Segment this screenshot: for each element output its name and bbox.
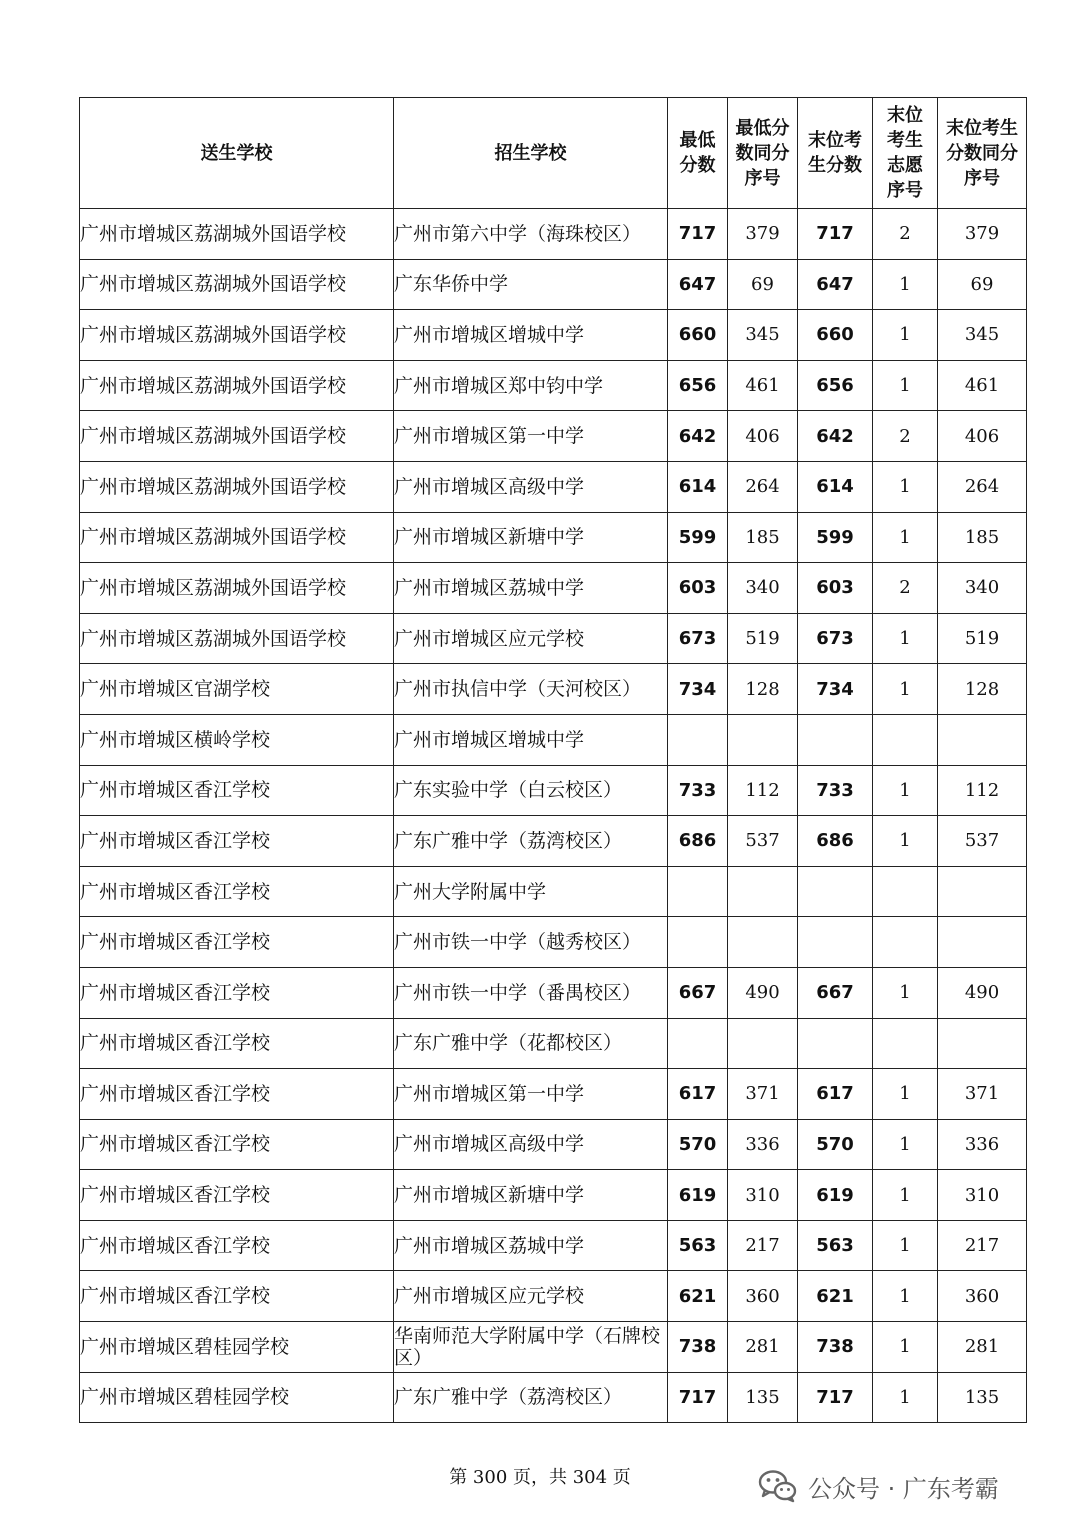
cell-last-score-rank: 336 xyxy=(938,1119,1027,1170)
cell-last-preference: 1 xyxy=(873,1372,938,1423)
cell-min-score-rank: 264 xyxy=(728,461,798,512)
cell-sender-school: 广州市增城区香江学校 xyxy=(80,866,394,917)
table-row xyxy=(80,512,1027,563)
cell-min-score: 660 xyxy=(668,310,728,361)
cell-last-score: 619 xyxy=(798,1170,873,1221)
cell-last-score-rank: 281 xyxy=(938,1322,1027,1373)
cell-min-score: 647 xyxy=(668,259,728,310)
cell-min-score-rank: 135 xyxy=(728,1372,798,1423)
cell-last-preference: 1 xyxy=(873,1220,938,1271)
cell-last-preference: 1 xyxy=(873,461,938,512)
cell-min-score: 570 xyxy=(668,1119,728,1170)
cell-last-score: 614 xyxy=(798,461,873,512)
watermark xyxy=(758,1466,999,1506)
cell-last-preference: 1 xyxy=(873,1069,938,1120)
header-min-score: 最低分数 xyxy=(668,98,728,209)
cell-last-preference xyxy=(873,917,938,968)
cell-last-score: 686 xyxy=(798,816,873,867)
table-row xyxy=(80,209,1027,260)
cell-min-score: 738 xyxy=(668,1322,728,1373)
cell-last-score-rank: 340 xyxy=(938,563,1027,614)
cell-last-preference: 2 xyxy=(873,563,938,614)
cell-last-score xyxy=(798,714,873,765)
table-row xyxy=(80,1119,1027,1170)
cell-last-preference: 1 xyxy=(873,1170,938,1221)
table-row xyxy=(80,1220,1027,1271)
cell-recruit-school: 广州市增城区新塘中学 xyxy=(394,1170,668,1221)
cell-sender-school: 广州市增城区荔湖城外国语学校 xyxy=(80,259,394,310)
cell-min-score: 621 xyxy=(668,1271,728,1322)
cell-sender-school: 广州市增城区香江学校 xyxy=(80,816,394,867)
table-row xyxy=(80,563,1027,614)
cell-sender-school: 广州市增城区横岭学校 xyxy=(80,714,394,765)
cell-last-preference: 1 xyxy=(873,360,938,411)
cell-last-score-rank: 371 xyxy=(938,1069,1027,1120)
cell-min-score-rank xyxy=(728,917,798,968)
cell-min-score-rank: 185 xyxy=(728,512,798,563)
cell-min-score: 686 xyxy=(668,816,728,867)
cell-recruit-school: 广州市第六中学（海珠校区） xyxy=(394,209,668,260)
cell-min-score-rank: 281 xyxy=(728,1322,798,1373)
header-last-preference: 末位考生志愿序号 xyxy=(873,98,938,209)
cell-min-score: 667 xyxy=(668,967,728,1018)
cell-last-score: 599 xyxy=(798,512,873,563)
cell-last-score-rank: 69 xyxy=(938,259,1027,310)
cell-min-score-rank: 336 xyxy=(728,1119,798,1170)
cell-sender-school: 广州市增城区香江学校 xyxy=(80,1018,394,1069)
cell-recruit-school: 华南师范大学附属中学（石牌校区） xyxy=(394,1322,668,1373)
cell-recruit-school: 广州市增城区高级中学 xyxy=(394,461,668,512)
cell-last-score-rank xyxy=(938,917,1027,968)
cell-sender-school: 广州市增城区香江学校 xyxy=(80,1170,394,1221)
cell-sender-school: 广州市增城区碧桂园学校 xyxy=(80,1322,394,1373)
cell-last-preference: 1 xyxy=(873,765,938,816)
watermark-text: 公众号 · 广东考霸 xyxy=(808,1474,999,1503)
cell-sender-school: 广州市增城区香江学校 xyxy=(80,1271,394,1322)
cell-last-score: 647 xyxy=(798,259,873,310)
cell-recruit-school: 广州市增城区郑中钧中学 xyxy=(394,360,668,411)
cell-last-score-rank: 519 xyxy=(938,613,1027,664)
cell-last-score: 717 xyxy=(798,209,873,260)
header-recruit-school: 招生学校 xyxy=(394,98,668,209)
cell-last-preference: 1 xyxy=(873,512,938,563)
cell-last-preference: 1 xyxy=(873,613,938,664)
cell-last-preference: 1 xyxy=(873,967,938,1018)
cell-last-score: 656 xyxy=(798,360,873,411)
cell-last-score-rank: 490 xyxy=(938,967,1027,1018)
cell-min-score: 733 xyxy=(668,765,728,816)
table-row xyxy=(80,1322,1027,1373)
table-header-row xyxy=(80,98,1027,209)
admission-score-table xyxy=(79,97,1027,1423)
cell-recruit-school: 广州市增城区应元学校 xyxy=(394,1271,668,1322)
cell-sender-school: 广州市增城区碧桂园学校 xyxy=(80,1372,394,1423)
header-last-score-rank: 末位考生分数同分序号 xyxy=(938,98,1027,209)
cell-last-score: 603 xyxy=(798,563,873,614)
cell-sender-school: 广州市增城区香江学校 xyxy=(80,1220,394,1271)
cell-last-score-rank: 135 xyxy=(938,1372,1027,1423)
cell-last-preference: 1 xyxy=(873,310,938,361)
cell-sender-school: 广州市增城区荔湖城外国语学校 xyxy=(80,613,394,664)
table-row xyxy=(80,1170,1027,1221)
cell-recruit-school: 广州市增城区第一中学 xyxy=(394,411,668,462)
cell-min-score-rank: 128 xyxy=(728,664,798,715)
table-row xyxy=(80,866,1027,917)
table-row xyxy=(80,1018,1027,1069)
table-row xyxy=(80,765,1027,816)
table-row xyxy=(80,816,1027,867)
cell-last-preference xyxy=(873,714,938,765)
cell-sender-school: 广州市增城区荔湖城外国语学校 xyxy=(80,310,394,361)
cell-last-score: 563 xyxy=(798,1220,873,1271)
cell-sender-school: 广州市增城区香江学校 xyxy=(80,967,394,1018)
cell-last-score xyxy=(798,917,873,968)
cell-recruit-school: 广州市增城区增城中学 xyxy=(394,310,668,361)
cell-recruit-school: 广州市增城区新塘中学 xyxy=(394,512,668,563)
wechat-icon xyxy=(758,1469,798,1503)
cell-recruit-school: 广东华侨中学 xyxy=(394,259,668,310)
table-row xyxy=(80,1271,1027,1322)
cell-recruit-school: 广州市铁一中学（番禺校区） xyxy=(394,967,668,1018)
cell-last-score-rank: 461 xyxy=(938,360,1027,411)
cell-sender-school: 广州市增城区香江学校 xyxy=(80,765,394,816)
cell-last-score-rank: 537 xyxy=(938,816,1027,867)
table-row xyxy=(80,259,1027,310)
cell-sender-school: 广州市增城区香江学校 xyxy=(80,1069,394,1120)
cell-recruit-school: 广东实验中学（白云校区） xyxy=(394,765,668,816)
table-row xyxy=(80,1069,1027,1120)
cell-last-score-rank: 264 xyxy=(938,461,1027,512)
cell-last-preference: 1 xyxy=(873,1271,938,1322)
cell-recruit-school: 广东广雅中学（花都校区） xyxy=(394,1018,668,1069)
cell-recruit-school: 广州市增城区高级中学 xyxy=(394,1119,668,1170)
table-row xyxy=(80,310,1027,361)
cell-last-score: 667 xyxy=(798,967,873,1018)
cell-min-score-rank: 310 xyxy=(728,1170,798,1221)
cell-last-score-rank: 128 xyxy=(938,664,1027,715)
cell-last-score-rank: 310 xyxy=(938,1170,1027,1221)
cell-min-score: 619 xyxy=(668,1170,728,1221)
cell-last-score-rank: 112 xyxy=(938,765,1027,816)
cell-sender-school: 广州市增城区香江学校 xyxy=(80,1119,394,1170)
cell-min-score xyxy=(668,714,728,765)
cell-min-score-rank: 69 xyxy=(728,259,798,310)
header-last-score: 末位考生分数 xyxy=(798,98,873,209)
cell-last-score-rank xyxy=(938,1018,1027,1069)
cell-recruit-school: 广东广雅中学（荔湾校区） xyxy=(394,816,668,867)
cell-min-score: 599 xyxy=(668,512,728,563)
cell-recruit-school: 广州市增城区荔城中学 xyxy=(394,1220,668,1271)
cell-last-score-rank: 406 xyxy=(938,411,1027,462)
cell-min-score: 717 xyxy=(668,1372,728,1423)
cell-min-score-rank xyxy=(728,866,798,917)
cell-min-score-rank: 537 xyxy=(728,816,798,867)
cell-recruit-school: 广州市增城区应元学校 xyxy=(394,613,668,664)
table-row xyxy=(80,1372,1027,1423)
cell-recruit-school: 广东广雅中学（荔湾校区） xyxy=(394,1372,668,1423)
cell-last-score: 642 xyxy=(798,411,873,462)
header-sender-school: 送生学校 xyxy=(80,98,394,209)
cell-min-score: 717 xyxy=(668,209,728,260)
cell-min-score-rank: 406 xyxy=(728,411,798,462)
cell-last-score: 734 xyxy=(798,664,873,715)
cell-last-preference: 1 xyxy=(873,1322,938,1373)
cell-last-preference xyxy=(873,866,938,917)
cell-min-score: 642 xyxy=(668,411,728,462)
cell-min-score xyxy=(668,1018,728,1069)
cell-sender-school: 广州市增城区香江学校 xyxy=(80,917,394,968)
cell-last-preference: 1 xyxy=(873,816,938,867)
cell-last-score: 570 xyxy=(798,1119,873,1170)
cell-last-preference: 1 xyxy=(873,1119,938,1170)
cell-sender-school: 广州市增城区荔湖城外国语学校 xyxy=(80,461,394,512)
cell-min-score xyxy=(668,917,728,968)
cell-min-score-rank: 371 xyxy=(728,1069,798,1120)
cell-last-score-rank: 379 xyxy=(938,209,1027,260)
cell-sender-school: 广州市增城区荔湖城外国语学校 xyxy=(80,512,394,563)
cell-last-score: 660 xyxy=(798,310,873,361)
cell-recruit-school: 广州市铁一中学（越秀校区） xyxy=(394,917,668,968)
cell-last-score: 673 xyxy=(798,613,873,664)
header-min-score-rank: 最低分数同分序号 xyxy=(728,98,798,209)
cell-min-score: 617 xyxy=(668,1069,728,1120)
cell-sender-school: 广州市增城区荔湖城外国语学校 xyxy=(80,411,394,462)
table-row xyxy=(80,714,1027,765)
cell-sender-school: 广州市增城区荔湖城外国语学校 xyxy=(80,563,394,614)
table-row xyxy=(80,967,1027,1018)
cell-recruit-school: 广州市增城区荔城中学 xyxy=(394,563,668,614)
cell-min-score-rank: 490 xyxy=(728,967,798,1018)
cell-last-preference xyxy=(873,1018,938,1069)
cell-min-score: 656 xyxy=(668,360,728,411)
cell-recruit-school: 广州大学附属中学 xyxy=(394,866,668,917)
cell-last-score: 621 xyxy=(798,1271,873,1322)
cell-last-score-rank xyxy=(938,714,1027,765)
cell-last-score: 738 xyxy=(798,1322,873,1373)
cell-last-score: 717 xyxy=(798,1372,873,1423)
cell-min-score: 614 xyxy=(668,461,728,512)
cell-last-preference: 2 xyxy=(873,411,938,462)
cell-min-score-rank: 345 xyxy=(728,310,798,361)
table-row xyxy=(80,613,1027,664)
cell-last-score-rank xyxy=(938,866,1027,917)
cell-min-score-rank: 112 xyxy=(728,765,798,816)
cell-min-score-rank: 379 xyxy=(728,209,798,260)
cell-last-score-rank: 360 xyxy=(938,1271,1027,1322)
cell-min-score: 563 xyxy=(668,1220,728,1271)
cell-min-score-rank: 519 xyxy=(728,613,798,664)
cell-last-score xyxy=(798,1018,873,1069)
cell-min-score-rank: 340 xyxy=(728,563,798,614)
cell-min-score: 603 xyxy=(668,563,728,614)
cell-min-score-rank: 360 xyxy=(728,1271,798,1322)
cell-last-preference: 2 xyxy=(873,209,938,260)
table-row xyxy=(80,360,1027,411)
cell-last-score-rank: 185 xyxy=(938,512,1027,563)
cell-min-score-rank: 217 xyxy=(728,1220,798,1271)
cell-sender-school: 广州市增城区荔湖城外国语学校 xyxy=(80,360,394,411)
cell-recruit-school: 广州市增城区增城中学 xyxy=(394,714,668,765)
cell-last-score: 617 xyxy=(798,1069,873,1120)
cell-min-score: 673 xyxy=(668,613,728,664)
cell-last-preference: 1 xyxy=(873,664,938,715)
cell-min-score: 734 xyxy=(668,664,728,715)
table-row xyxy=(80,411,1027,462)
table-body xyxy=(80,209,1027,1423)
cell-recruit-school: 广州市执信中学（天河校区） xyxy=(394,664,668,715)
cell-min-score-rank xyxy=(728,1018,798,1069)
table-row xyxy=(80,664,1027,715)
cell-min-score-rank xyxy=(728,714,798,765)
cell-last-score xyxy=(798,866,873,917)
cell-last-preference: 1 xyxy=(873,259,938,310)
table-row xyxy=(80,461,1027,512)
cell-sender-school: 广州市增城区官湖学校 xyxy=(80,664,394,715)
table-row xyxy=(80,917,1027,968)
cell-last-score-rank: 345 xyxy=(938,310,1027,361)
cell-min-score xyxy=(668,866,728,917)
cell-recruit-school: 广州市增城区第一中学 xyxy=(394,1069,668,1120)
page-number: 第 300 页，共 304 页 xyxy=(449,1467,631,1488)
cell-last-score-rank: 217 xyxy=(938,1220,1027,1271)
cell-last-score: 733 xyxy=(798,765,873,816)
cell-sender-school: 广州市增城区荔湖城外国语学校 xyxy=(80,209,394,260)
cell-min-score-rank: 461 xyxy=(728,360,798,411)
